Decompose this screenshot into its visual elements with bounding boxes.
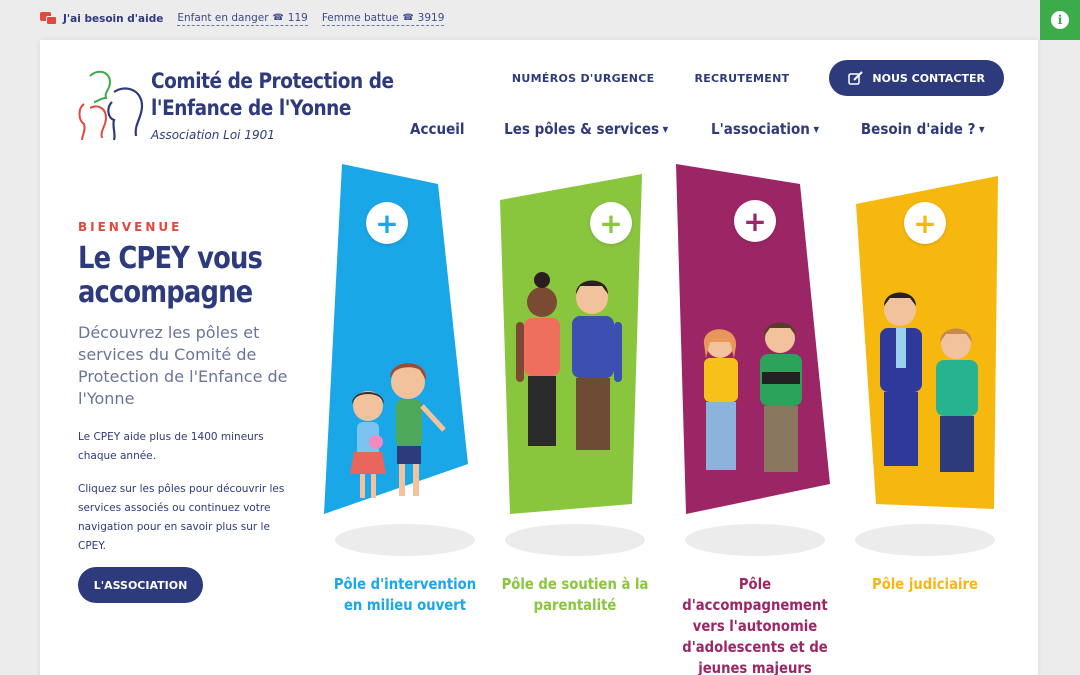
pole-card-autonomie[interactable] bbox=[670, 164, 840, 675]
site-logo[interactable] bbox=[76, 66, 396, 146]
nav-poles-services[interactable] bbox=[504, 120, 668, 138]
pole-card-judiciaire[interactable] bbox=[840, 164, 1010, 664]
intro-paragraph: Le CPEY aide plus de 1400 mineurs chaque année. bbox=[78, 431, 264, 462]
nav-association[interactable] bbox=[711, 120, 819, 138]
emergency-link-label: Enfant en danger bbox=[177, 12, 269, 24]
teens-illustration bbox=[680, 254, 830, 534]
logo-title bbox=[151, 68, 394, 122]
nav-emergency-numbers[interactable]: NUMÉROS D'URGENCE bbox=[511, 71, 655, 85]
phone-icon: ☎ bbox=[402, 13, 414, 23]
logo-title-line: l'Enfance de l'Yonne bbox=[151, 96, 351, 120]
plus-icon[interactable]: + bbox=[904, 202, 946, 244]
intro-paragraph: Cliquez sur les pôles pour découvrir les services associés ou continuez votre navigation pour en savoir plus sur le CPEY. bbox=[78, 483, 285, 552]
caret-down-icon: ▼ bbox=[813, 124, 820, 134]
association-button[interactable]: L'ASSOCIATION bbox=[78, 567, 203, 603]
logo-title-line: Comité de Protection de bbox=[151, 69, 394, 93]
emergency-link-label: Femme battue bbox=[321, 12, 399, 24]
logo-faces-icon bbox=[76, 68, 148, 142]
main-card bbox=[40, 40, 1038, 675]
help-label: J'ai besoin d'aide bbox=[63, 13, 164, 25]
nav-recruitment[interactable]: RECRUTEMENT bbox=[694, 71, 790, 85]
intro-kicker: BIENVENUE bbox=[78, 220, 183, 234]
parents-illustration bbox=[500, 254, 650, 534]
nav-label: Les pôles & services bbox=[504, 120, 660, 138]
help-link[interactable] bbox=[40, 12, 163, 26]
judicial-illustration bbox=[850, 254, 1000, 534]
plus-icon[interactable]: + bbox=[734, 200, 776, 242]
caret-down-icon: ▼ bbox=[662, 124, 669, 134]
pole-label: Pôle de soutien à la parentalité bbox=[501, 575, 649, 614]
info-button[interactable] bbox=[1040, 0, 1080, 40]
contact-label: NOUS CONTACTER bbox=[872, 71, 985, 85]
emergency-number: 119 bbox=[287, 12, 308, 24]
pole-card-parentalite[interactable] bbox=[490, 164, 660, 664]
nav-need-help[interactable] bbox=[860, 120, 984, 138]
contact-button[interactable] bbox=[829, 60, 1004, 96]
pole-label: Pôle judiciaire bbox=[872, 575, 978, 593]
emergency-link-child[interactable] bbox=[177, 12, 307, 26]
nav-label: Accueil bbox=[409, 120, 465, 138]
logo-subtitle: Association Loi 1901 bbox=[151, 128, 275, 142]
intro-lead: Découvrez les pôles et services du Comité de Protection de l'Enfance de l'Yonne bbox=[78, 323, 288, 408]
info-icon: i bbox=[1051, 11, 1069, 29]
nav-home[interactable] bbox=[410, 120, 464, 138]
nav-label: Besoin d'aide ? bbox=[860, 120, 975, 138]
chat-bubbles-icon bbox=[40, 12, 58, 26]
nav-label: L'association bbox=[711, 120, 811, 138]
intro-headline: Le CPEY vous accompagne bbox=[78, 241, 262, 310]
emergency-link-women[interactable] bbox=[322, 12, 445, 26]
plus-icon[interactable]: + bbox=[590, 202, 632, 244]
pole-label: Pôle d'accompagnement vers l'autonomie d'adolescents et de jeunes majeurs bbox=[682, 575, 828, 675]
pole-card-milieu-ouvert[interactable] bbox=[320, 164, 490, 664]
intro-section bbox=[78, 220, 298, 556]
phone-icon: ☎ bbox=[272, 13, 284, 23]
caret-down-icon: ▼ bbox=[978, 124, 985, 134]
main-navigation bbox=[407, 120, 991, 138]
children-illustration bbox=[330, 254, 480, 534]
emergency-number: 3919 bbox=[417, 12, 445, 24]
top-navigation bbox=[512, 60, 1004, 96]
plus-icon[interactable]: + bbox=[366, 202, 408, 244]
emergency-bar bbox=[40, 10, 444, 28]
edit-icon bbox=[848, 71, 864, 85]
pole-label: Pôle d'intervention en milieu ouvert bbox=[333, 575, 477, 614]
